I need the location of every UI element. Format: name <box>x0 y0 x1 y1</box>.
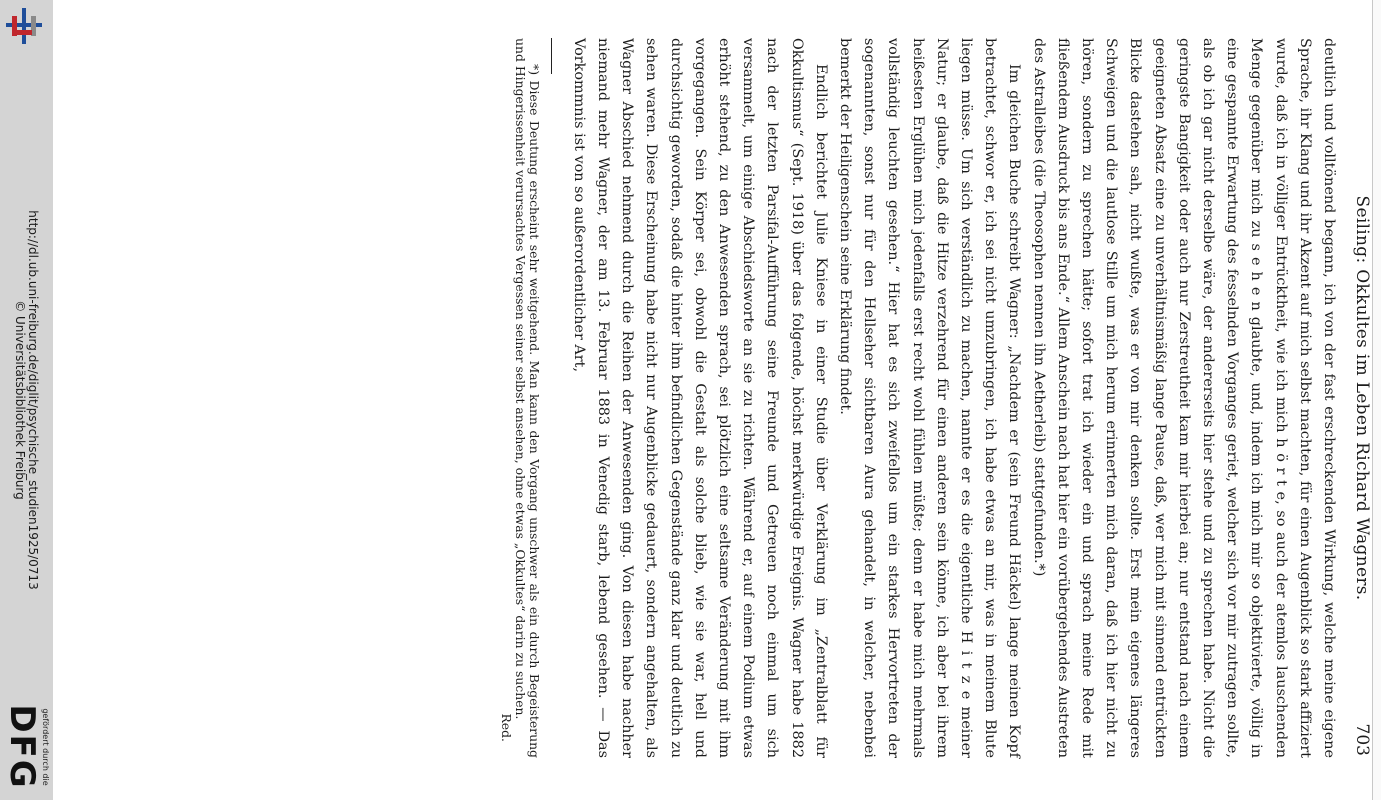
footnote <box>514 28 542 768</box>
paragraph: deutlich und volltönend begann, ich von der fast erschreckenden Wirkung, welche meine eigene Sprache, ihr Klang und ihr Akzent auf mich selbst machten, für einen Augenblick so stark affiziert wurde, daß ich in völliger Entrücktheit, wie ich mich h ö r t e, so auch der atemlos lauschenden Menge gegenüber mich zu s e h e n glaubte, und, indem ich mich mir so objektivierte, völlig in eine gespannte Erwartung des fesselnden Vorganges geriet, welcher sich vor mir zutragen sollte, als ob ich gar nicht derselbe wäre, der andererseits hier stehe und zu sprechen habe. Nicht die geringste Bangigkeit oder auch nur Zerstreutheit kam mir hierbei an; nur entstand nach einem geeigneten Absatz eine zu unverhältnismäßig lange Pause, daß, wer mich mit sinnend entrückten Blicke dastehen sah, nicht wußte, was er von mir denken sollte. Erst mein eigenes längeres Schweigen und die lautlose Stille um mich herum erinnerten mich daran, daß ich hier nicht zu hören, sondern zu sprechen hätte; sofort trat ich wieder ein und sprach meine Rede mit fließendem Ausdruck bis ans Ende.“ Allem Anschein nach hat hier ein vorübergehendes Austreten des Astralleibes (die Theosophen nennen ihn Aetherleib) stattgefunden.*) <box>1030 38 1337 758</box>
page-number: 703 <box>1352 723 1372 756</box>
paragraph: Im gleichen Buche schreibt Wagner: „Nachdem er (sein Freund Häckel) lange meinen Kopf betrachtet, schwor er, ich sei nicht umzubringen, ich habe etwas an mir, was in meinem Blute liegen müsse. Um sich verständlich zu machen, nannte er es die eigentliche H i t z e meiner Natur; er glaube, daß die Hitze verzehrend für einen anderen sein könne, ich aber bei ihrem heißesten Erglühen mich jedenfalls erst recht wohl fühlen müßte; denn er habe mich mehrmals vollständig leuchten gesehen.“ Hier hat es sich zweifellos um ein starkes Hervortreten der sogenannten, sonst nur für den Hellseher sichtbaren Aura gehandelt, in welcher, nebenbei bemerkt der Heiligenschein seine Erklärung findet. <box>836 38 1023 758</box>
body-text <box>567 28 1342 768</box>
dfg-logo-text: DFG <box>2 704 42 790</box>
source-url-link[interactable]: http://dl.ub.uni-freiburg.de/diglit/psychische_studien1925/0713 <box>26 210 40 590</box>
viewer-side-strip <box>0 0 53 800</box>
copyright-notice: © Universitätsbibliothek Freiburg <box>13 300 27 500</box>
paragraph: Endlich berichtet Julie Kniese in einer Studie über Verklärung im „Zentralblatt für Okkultismus“ (Sept. 1918) über das folgende, höchst merkwürdige Ereignis. Wagner habe 1882 nach der letzten Parsifal-Aufführung seine Freunde und Getreuen noch einmal um sich versammelt, um einige Abschiedsworte an sie zu richten. Während er, auf einem Podium etwas erhöht stehend, zu den Anwesenden sprach, sei plötzlich eine seltsame Veränderung mit ihm vorgegangen. Sein Körper sei, obwohl die Gestalt als solche blieb, wie sie war, hell und durchsichtig geworden, sodaß die hinter ihm befindlichen Gegenstände ganz klar und deutlich zu sehen waren. Diese Erscheinung habe nicht nur Augenblicke gedauert, sondern angehalten, als Wagner Abschied nehmend durch die Reihen der Anwesenden ging. Von diesen habe nachher niemand mehr Wagner, der am 13. Februar 1883 in Venedig starb, lebend gesehen. — Das Vorkommnis ist von so außerordentlicher Art, <box>570 38 829 758</box>
funder-caption: gefördert durch die <box>41 708 50 786</box>
source-info <box>0 0 53 800</box>
viewer-scrollbar-edge[interactable] <box>1372 0 1381 800</box>
footnote-text: *) Diese Deutung erscheint sehr weitgehend. Man kann den Vorgang unschwer als ein durch Begeisterung und Hingerissenheit verursachtes Vergessen seiner selbst ansehen, ohne etwas „Okkultes“ darin zu suchen. <box>513 38 543 758</box>
footnote-divider <box>552 38 553 74</box>
running-title: Seiling: Okkultes im Leben Richard Wagners. <box>1352 195 1372 601</box>
dfg-funder-logo <box>2 700 50 794</box>
scanned-page-viewport <box>55 0 1370 800</box>
scanned-page <box>277 28 1377 768</box>
footnote-signature: Red. <box>499 713 515 742</box>
